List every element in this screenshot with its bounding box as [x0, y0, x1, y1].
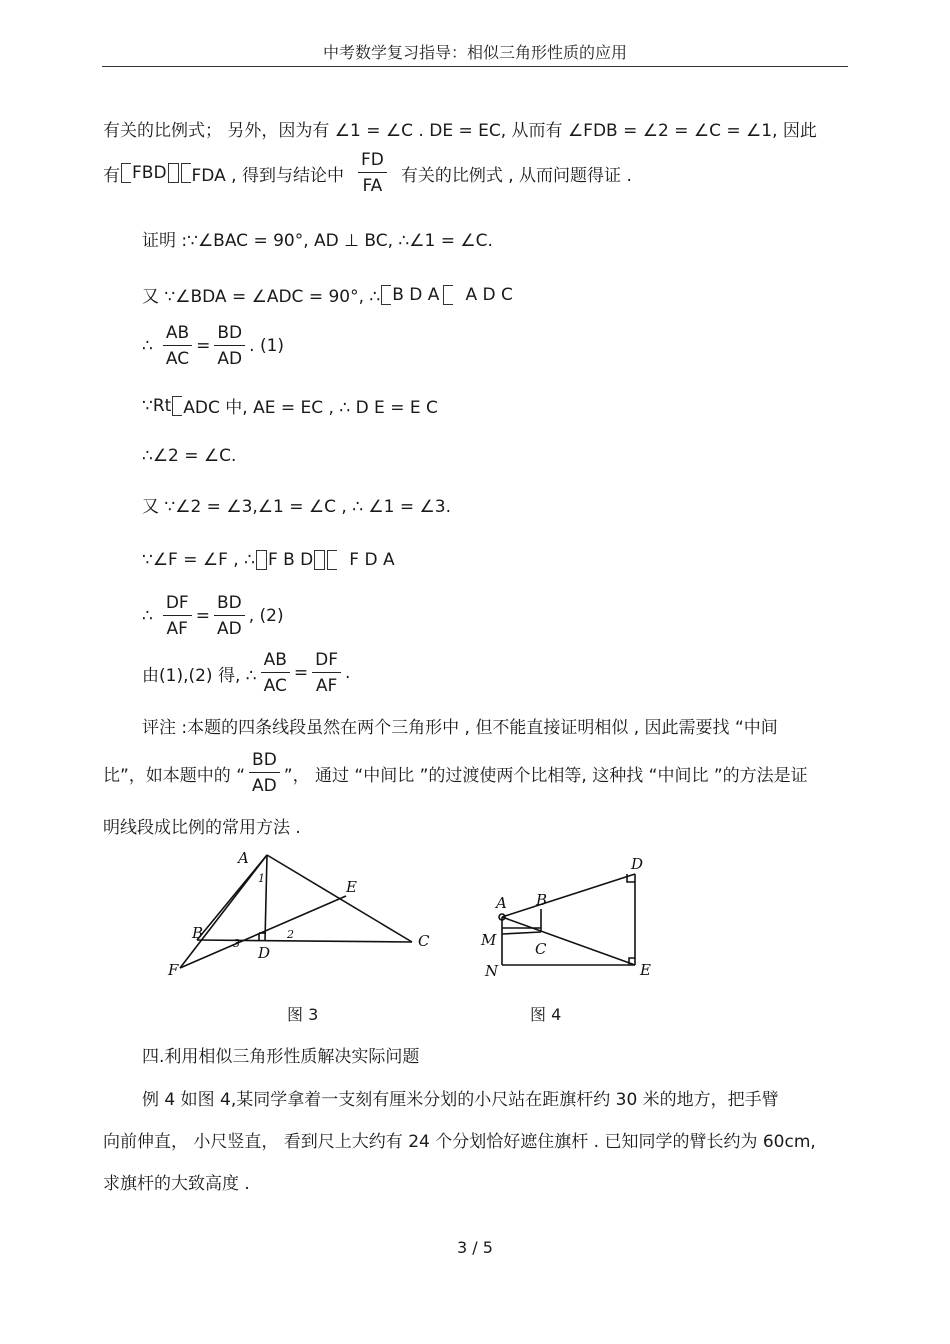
- proof4-text: ADC 中, AE = EC , ∴ D E = E C: [183, 398, 438, 418]
- section-heading: 四.利用相似三角形性质解决实际问题: [142, 1047, 420, 1067]
- triangle-symbol: [172, 396, 182, 416]
- fraction-ab-ac: [261, 650, 290, 696]
- proof7-text: ∵∠F = ∠F , ∴: [142, 550, 255, 570]
- example-line-1: 例 4 如图 4,某同学拿着一支刻有厘米分划的小尺站在距旗杆约 30 米的地方，把手臂: [142, 1090, 779, 1110]
- header-rule: [102, 66, 848, 67]
- proof-line-8: [142, 593, 284, 639]
- text-fbd: FBD: [132, 163, 167, 183]
- label-n: N: [485, 962, 499, 980]
- fraction-denominator: AC: [165, 349, 190, 369]
- triangle-symbol: [314, 550, 325, 570]
- similar-symbol: [327, 550, 337, 570]
- equation-tag-1: . (1): [249, 336, 285, 356]
- proof9-text: 由(1),(2) 得, ∴: [142, 665, 257, 686]
- triangle-symbol: [381, 285, 391, 305]
- label-d: D: [258, 944, 271, 962]
- fraction-bd-ad: [214, 593, 245, 639]
- label-angle-1: 1: [258, 872, 265, 885]
- label-b: B: [192, 924, 204, 942]
- comment2-text-b: ”， 通过 “中间比 ”的过渡使两个比相等, 这种找 “中间比 ”的方法是证: [283, 765, 808, 786]
- text-conclusion: 有关的比例式 , 从而问题得证 .: [400, 165, 632, 186]
- fraction-numerator: BD: [249, 750, 280, 773]
- triangle-symbol: [256, 550, 267, 570]
- proof-line-1: 证明 :∵∠BAC = 90°, AD ⊥ BC, ∴∠1 = ∠C.: [142, 231, 493, 251]
- comment-line-2: [103, 750, 808, 796]
- proof7-fbd: F B D: [267, 550, 314, 570]
- label-e: E: [640, 961, 651, 979]
- triangle-symbol: [121, 163, 131, 183]
- fraction-denominator: AC: [263, 676, 287, 696]
- fraction-numerator: AB: [261, 650, 290, 673]
- text-line-2: [103, 150, 632, 196]
- similar-symbol: [181, 163, 191, 183]
- equals-symbol: =: [293, 663, 309, 683]
- proof-line-2: [142, 282, 513, 307]
- therefore-symbol: ∴: [142, 336, 153, 356]
- fraction-df-af: [163, 593, 192, 639]
- label-angle-3: 3: [233, 937, 240, 950]
- proof-line-4: [142, 393, 438, 418]
- fraction-bd-ad: [249, 750, 280, 796]
- fraction-numerator: BD: [214, 593, 245, 616]
- fraction-numerator: AB: [163, 323, 192, 346]
- example-line-2: 向前伸直， 小尺竖直， 看到尺上大约有 24 个分划恰好遮住旗杆 . 已知同学的臂长约为 60cm,: [103, 1132, 816, 1152]
- comment2-text-a: 比”，如本题中的 “: [103, 765, 246, 786]
- proof-line-3: [142, 323, 284, 369]
- comment-line-3: 明线段成比例的常用方法 .: [103, 818, 301, 838]
- figure-4-diagram: [475, 850, 665, 985]
- fraction-denominator: AD: [252, 776, 277, 796]
- period-symbol: .: [345, 663, 351, 683]
- fraction-numerator: FD: [358, 150, 387, 173]
- label-m: M: [481, 931, 497, 949]
- fraction-denominator: AF: [315, 676, 338, 696]
- label-b: B: [536, 891, 548, 909]
- label-a: A: [496, 894, 507, 912]
- text-line-1: 有关的比例式； 另外，因为有 ∠1 = ∠C . DE = EC, 从而有 ∠FDB = ∠2 = ∠C = ∠1, 因此: [103, 121, 817, 141]
- fraction-numerator: DF: [163, 593, 192, 616]
- example-line-3: 求旗杆的大致高度 .: [103, 1174, 250, 1194]
- text-you: 有: [103, 165, 120, 186]
- page-header: 中考数学复习指导：相似三角形性质的应用: [322, 43, 627, 62]
- label-angle-2: 2: [287, 928, 294, 941]
- proof2-adc: A D C: [465, 284, 513, 305]
- label-c: C: [535, 940, 547, 958]
- label-a: A: [238, 849, 249, 867]
- proof-line-7: [142, 550, 395, 570]
- figure-4-caption: 图 4: [530, 1005, 562, 1024]
- fraction-numerator: BD: [214, 323, 245, 346]
- label-f: F: [168, 961, 179, 979]
- fraction-ab-ac: [163, 323, 192, 369]
- fraction-df-af: [312, 650, 341, 696]
- page-number: 3 / 5: [457, 1238, 493, 1257]
- fraction-denominator: AF: [166, 619, 188, 639]
- equals-symbol: =: [195, 606, 210, 626]
- figure-3-diagram: [160, 845, 450, 985]
- figure-3-caption: 图 3: [287, 1005, 319, 1024]
- similar-symbol: [443, 285, 453, 305]
- proof7-fda: F D A: [349, 550, 395, 570]
- proof-line-5: ∴∠2 = ∠C.: [142, 446, 237, 466]
- proof4-rt: ∵Rt: [142, 395, 172, 416]
- fraction-bd-ad: [214, 323, 245, 369]
- label-c: C: [418, 932, 430, 950]
- proof-line-6: 又 ∵∠2 = ∠3,∠1 = ∠C , ∴ ∠1 = ∠3.: [142, 497, 452, 517]
- proof2-bda: B D A: [392, 284, 440, 305]
- proof2-text: 又 ∵∠BDA = ∠ADC = 90°, ∴: [142, 287, 381, 307]
- fraction-fd-fa: [358, 150, 387, 196]
- fraction-denominator: AD: [217, 349, 243, 369]
- text-fda: FDA , 得到与结论中: [191, 165, 344, 186]
- therefore-symbol: ∴: [142, 606, 153, 626]
- fraction-denominator: AD: [216, 619, 242, 639]
- comment-line-1: 评注 :本题的四条线段虽然在两个三角形中 , 但不能直接证明相似 , 因此需要找 “中间: [142, 718, 778, 738]
- equals-symbol: =: [196, 336, 211, 356]
- equation-tag-2: , (2): [248, 606, 284, 626]
- label-e: E: [346, 878, 357, 896]
- proof-line-9: [142, 650, 350, 696]
- fraction-numerator: DF: [312, 650, 341, 673]
- triangle-symbol: [168, 163, 179, 183]
- label-d: D: [631, 855, 644, 873]
- fraction-denominator: FA: [362, 176, 383, 196]
